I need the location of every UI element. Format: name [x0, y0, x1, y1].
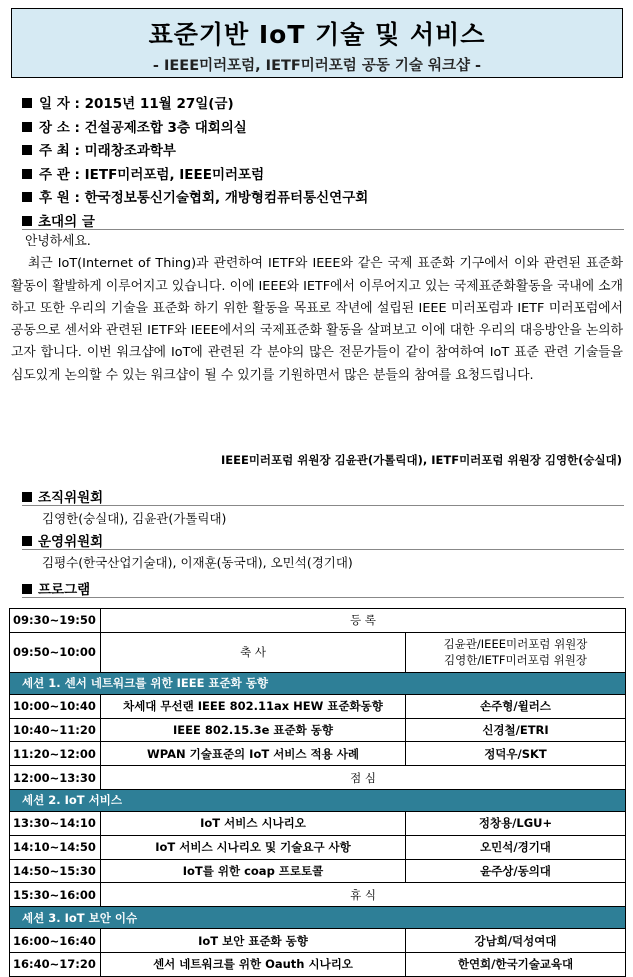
session-header: 세션 1. 센서 네트워크를 위한 IEEE 표준화 동향: [10, 672, 626, 694]
event-info: [22, 92, 368, 210]
info-organizer: 주 관 : IETF미러포럼, IEEE미러포럼: [22, 163, 368, 187]
title-cell: 센서 네트워크를 위한 Oauth 시나리오: [101, 952, 406, 976]
program-heading: 프로그램: [22, 578, 90, 598]
time-cell: 13:30~14:10: [10, 811, 101, 835]
title-cell: IEEE 802.15.3e 표준화 동향: [101, 718, 406, 742]
divider: [22, 229, 624, 230]
time-cell: 11:20~12:00: [10, 742, 101, 766]
info-host: 주 최 : 미래창조과학부: [22, 139, 368, 163]
page-subtitle: - IEEE미러포럼, IETF미러포럼 공동 기술 워크샵 -: [152, 58, 482, 74]
bullet-square-icon: [22, 584, 32, 594]
table-row: [10, 883, 626, 907]
bullet-square-icon: [22, 192, 32, 202]
title-cell: 차세대 무선랜 IEEE 802.11ax HEW 표준화동향: [101, 694, 406, 718]
bullet-square-icon: [22, 98, 32, 108]
title-cell: 휴 식: [101, 883, 626, 907]
operating-committee-members: 김평수(한국산업기술대), 이재훈(동국대), 오민석(경기대): [42, 555, 353, 570]
divider: [22, 505, 624, 506]
divider: [22, 597, 624, 598]
bullet-square-icon: [22, 536, 32, 546]
speaker-cell: 김윤관/IEEE미러포럼 위원장 김영한/IETF미러포럼 위원장: [406, 632, 626, 672]
time-cell: 14:50~15:30: [10, 859, 101, 883]
speaker-cell: 정창용/LGU+: [406, 811, 626, 835]
speaker-cell: 손주형/윌러스: [406, 694, 626, 718]
invitation-text: [11, 231, 623, 387]
title-box: [11, 8, 623, 78]
title-cell: 등 록: [101, 609, 626, 633]
speaker-cell: 한연희/한국기술교육대: [406, 952, 626, 976]
table-row: [10, 835, 626, 859]
bullet-square-icon: [22, 145, 32, 155]
title-cell: IoT를 위한 coap 프로토콜: [101, 859, 406, 883]
info-venue: 장 소 : 건설공제조합 3층 대회의실: [22, 116, 368, 140]
time-cell: 15:30~16:00: [10, 883, 101, 907]
time-cell: 16:40~17:20: [10, 952, 101, 976]
table-row: [10, 694, 626, 718]
time-cell: 12:00~13:30: [10, 766, 101, 790]
title-cell: IoT 서비스 시나리오: [101, 811, 406, 835]
session-header: 세션 3. IoT 보안 이슈: [10, 907, 626, 929]
table-row: [10, 718, 626, 742]
speaker-cell: 윤주상/동의대: [406, 859, 626, 883]
time-cell: 09:30~19:50: [10, 609, 101, 633]
bullet-square-icon: [22, 216, 32, 226]
table-row: [10, 742, 626, 766]
table-row: [10, 632, 626, 672]
organizing-committee-heading: 조직위원회: [22, 486, 103, 506]
table-row: [10, 766, 626, 790]
table-row: [10, 609, 626, 633]
speaker-cell: 신경철/ETRI: [406, 718, 626, 742]
invitation-heading: 초대의 글: [22, 210, 95, 230]
operating-committee-heading: 운영위원회: [22, 530, 103, 550]
bullet-square-icon: [22, 122, 32, 132]
time-cell: 10:00~10:40: [10, 694, 101, 718]
table-row: [10, 811, 626, 835]
page-title: 표준기반 IoT 기술 및 서비스: [148, 20, 486, 49]
speaker-cell: 오민석/경기대: [406, 835, 626, 859]
bullet-square-icon: [22, 169, 32, 179]
table-row: [10, 929, 626, 953]
time-cell: 09:50~10:00: [10, 632, 101, 672]
title-cell: 축 사: [101, 632, 406, 672]
title-cell: IoT 서비스 시나리오 및 기술요구 사항: [101, 835, 406, 859]
session-header: 세션 2. IoT 서비스: [10, 789, 626, 811]
speaker-cell: 정덕우/SKT: [406, 742, 626, 766]
program-table: [9, 608, 626, 977]
title-cell: 점 심: [101, 766, 626, 790]
title-cell: IoT 보안 표준화 동향: [101, 929, 406, 953]
time-cell: 16:00~16:40: [10, 929, 101, 953]
signature: IEEE미러포럼 위원장 김윤관(가톨릭대), IETF미러포럼 위원장 김영한(숭실대): [220, 453, 622, 467]
info-sponsor: 후 원 : 한국정보통신기술협회, 개방형컴퓨터통신연구회: [22, 186, 368, 210]
time-cell: 10:40~11:20: [10, 718, 101, 742]
divider: [22, 549, 624, 550]
greeting: 안녕하세요.: [25, 234, 91, 249]
bullet-square-icon: [22, 492, 32, 502]
organizing-committee-members: 김영한(숭실대), 김윤관(가톨릭대): [42, 511, 227, 526]
info-date: 일 자 : 2015년 11월 27일(금): [22, 92, 368, 116]
invitation-paragraph: 최근 IoT(Internet of Thing)과 관련하여 IETF와 IEEE와 같은 국제 표준화 기구에서 이와 관련된 표준화 활동이 활발하게 이루어지고 있습니다. 이에 IEEE와 IETF에서 이루어지고 있는 국제표준화활동을 국내에 소개하고 또한 우리의 기술을 표준화 하기 위한 활동을 목표로 작년에 설립된 IEEE 미러포럼과 IETF 미러포럼에서 공동으로 센서와 관련된 IETF와 IEEE에서의 국제표준화 활동을 살펴보고 이에 대한 우리의 대응방안을 논의하고자 합니다. 이번 워크샵에 IoT에 관련된 각 분야의 많은 전문가들이 같이 참여하여 IoT 표준 관련 기술들을 심도있게 논의할 수 있는 워크샵이 될 수 있기를 기원하면서 많은 분들의 참여를 요청드립니다.: [11, 256, 623, 383]
title-cell: WPAN 기술표준의 IoT 서비스 적용 사례: [101, 742, 406, 766]
table-row: [10, 952, 626, 976]
time-cell: 14:10~14:50: [10, 835, 101, 859]
speaker-cell: 강남희/덕성여대: [406, 929, 626, 953]
table-row: [10, 859, 626, 883]
